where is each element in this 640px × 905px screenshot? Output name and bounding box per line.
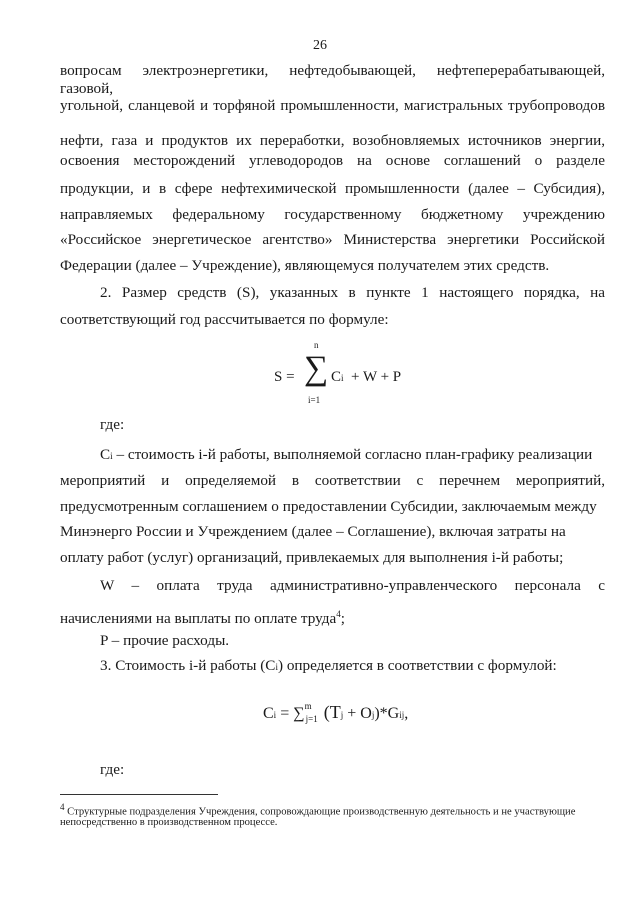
where-label: где: [100,761,125,778]
text-line: оплату работ (услуг) организаций, привлекаемых для выполнения i-й работы; [60,549,564,566]
text-line: Федерации (далее – Учреждение), являющемуся получателем этих средств. [60,257,550,274]
formula-term: Ci [331,369,344,385]
paragraph-3: 3. Стоимость i-й работы (Ci) определяется в соответствии с формулой: [100,657,557,674]
text-line: предусмотренным соглашением о предоставлении Субсидии, заключаемым между [60,498,597,515]
where-label: где: [100,416,125,433]
sigma-symbol: ∑ [304,350,329,387]
text-line: вопросам электроэнергетики, нефтедобывающей, нефтеперерабатывающей, газовой, [60,62,605,97]
text-line: освоения месторождений углеводородов на основе соглашений о разделе [60,152,605,169]
text-line: «Российское энергетическое агентство» Министерства энергетики Российской [60,231,605,248]
page-number: 26 [313,38,327,53]
sum-upper-limit: n [314,340,319,350]
text-line: угольной, сланцевой и торфяной промышленности, магистральных трубопроводов [60,97,605,114]
text-line: продукции, и в сфере нефтехимической промышленности (далее – Субсидия), [60,180,605,197]
text-line: Минэнерго России и Учреждением (далее – Соглашение), включая затраты на [60,523,566,540]
text-line: мероприятий и определяемой в соответствии с перечнем мероприятий, [60,472,605,489]
footnote-line: непосредственно в производственном процессе. [60,817,278,828]
definition-p: P – прочие расходы. [100,632,230,649]
formula-lhs: S = [274,369,295,385]
sum-lower-limit: i=1 [308,395,321,405]
text-line: нефти, газа и продуктов их переработки, возобновляемых источников энергии, [60,132,605,149]
text-line: соответствующий год рассчитывается по формуле: [60,311,389,328]
footnote: $^4$ Структурные подразделения Учреждения, сопровождающие производственную деятельность и не участвующие [60,802,576,818]
text-line: W – оплата труда административно-управленческого персонала с [100,577,605,594]
text-line: Ci – стоимость i-й работы, выполняемой согласно план-графику реализации [100,446,593,463]
footnote-separator [60,794,218,795]
formula-ci: Ci = ∑$^m_{j=1}$ (Tj + Oj)*Gij, [263,701,409,724]
formula-rest: + W + P [351,369,402,385]
text-line: начислениями на выплаты по оплате труда$^4$; [60,609,345,628]
text-line: 2. Размер средств (S), указанных в пункте 1 настоящего порядка, на [100,284,605,301]
footnote-ref: 4 [336,609,341,619]
formula-s [274,340,404,410]
text-line: направляемых федеральному государственному бюджетному учреждению [60,206,605,223]
